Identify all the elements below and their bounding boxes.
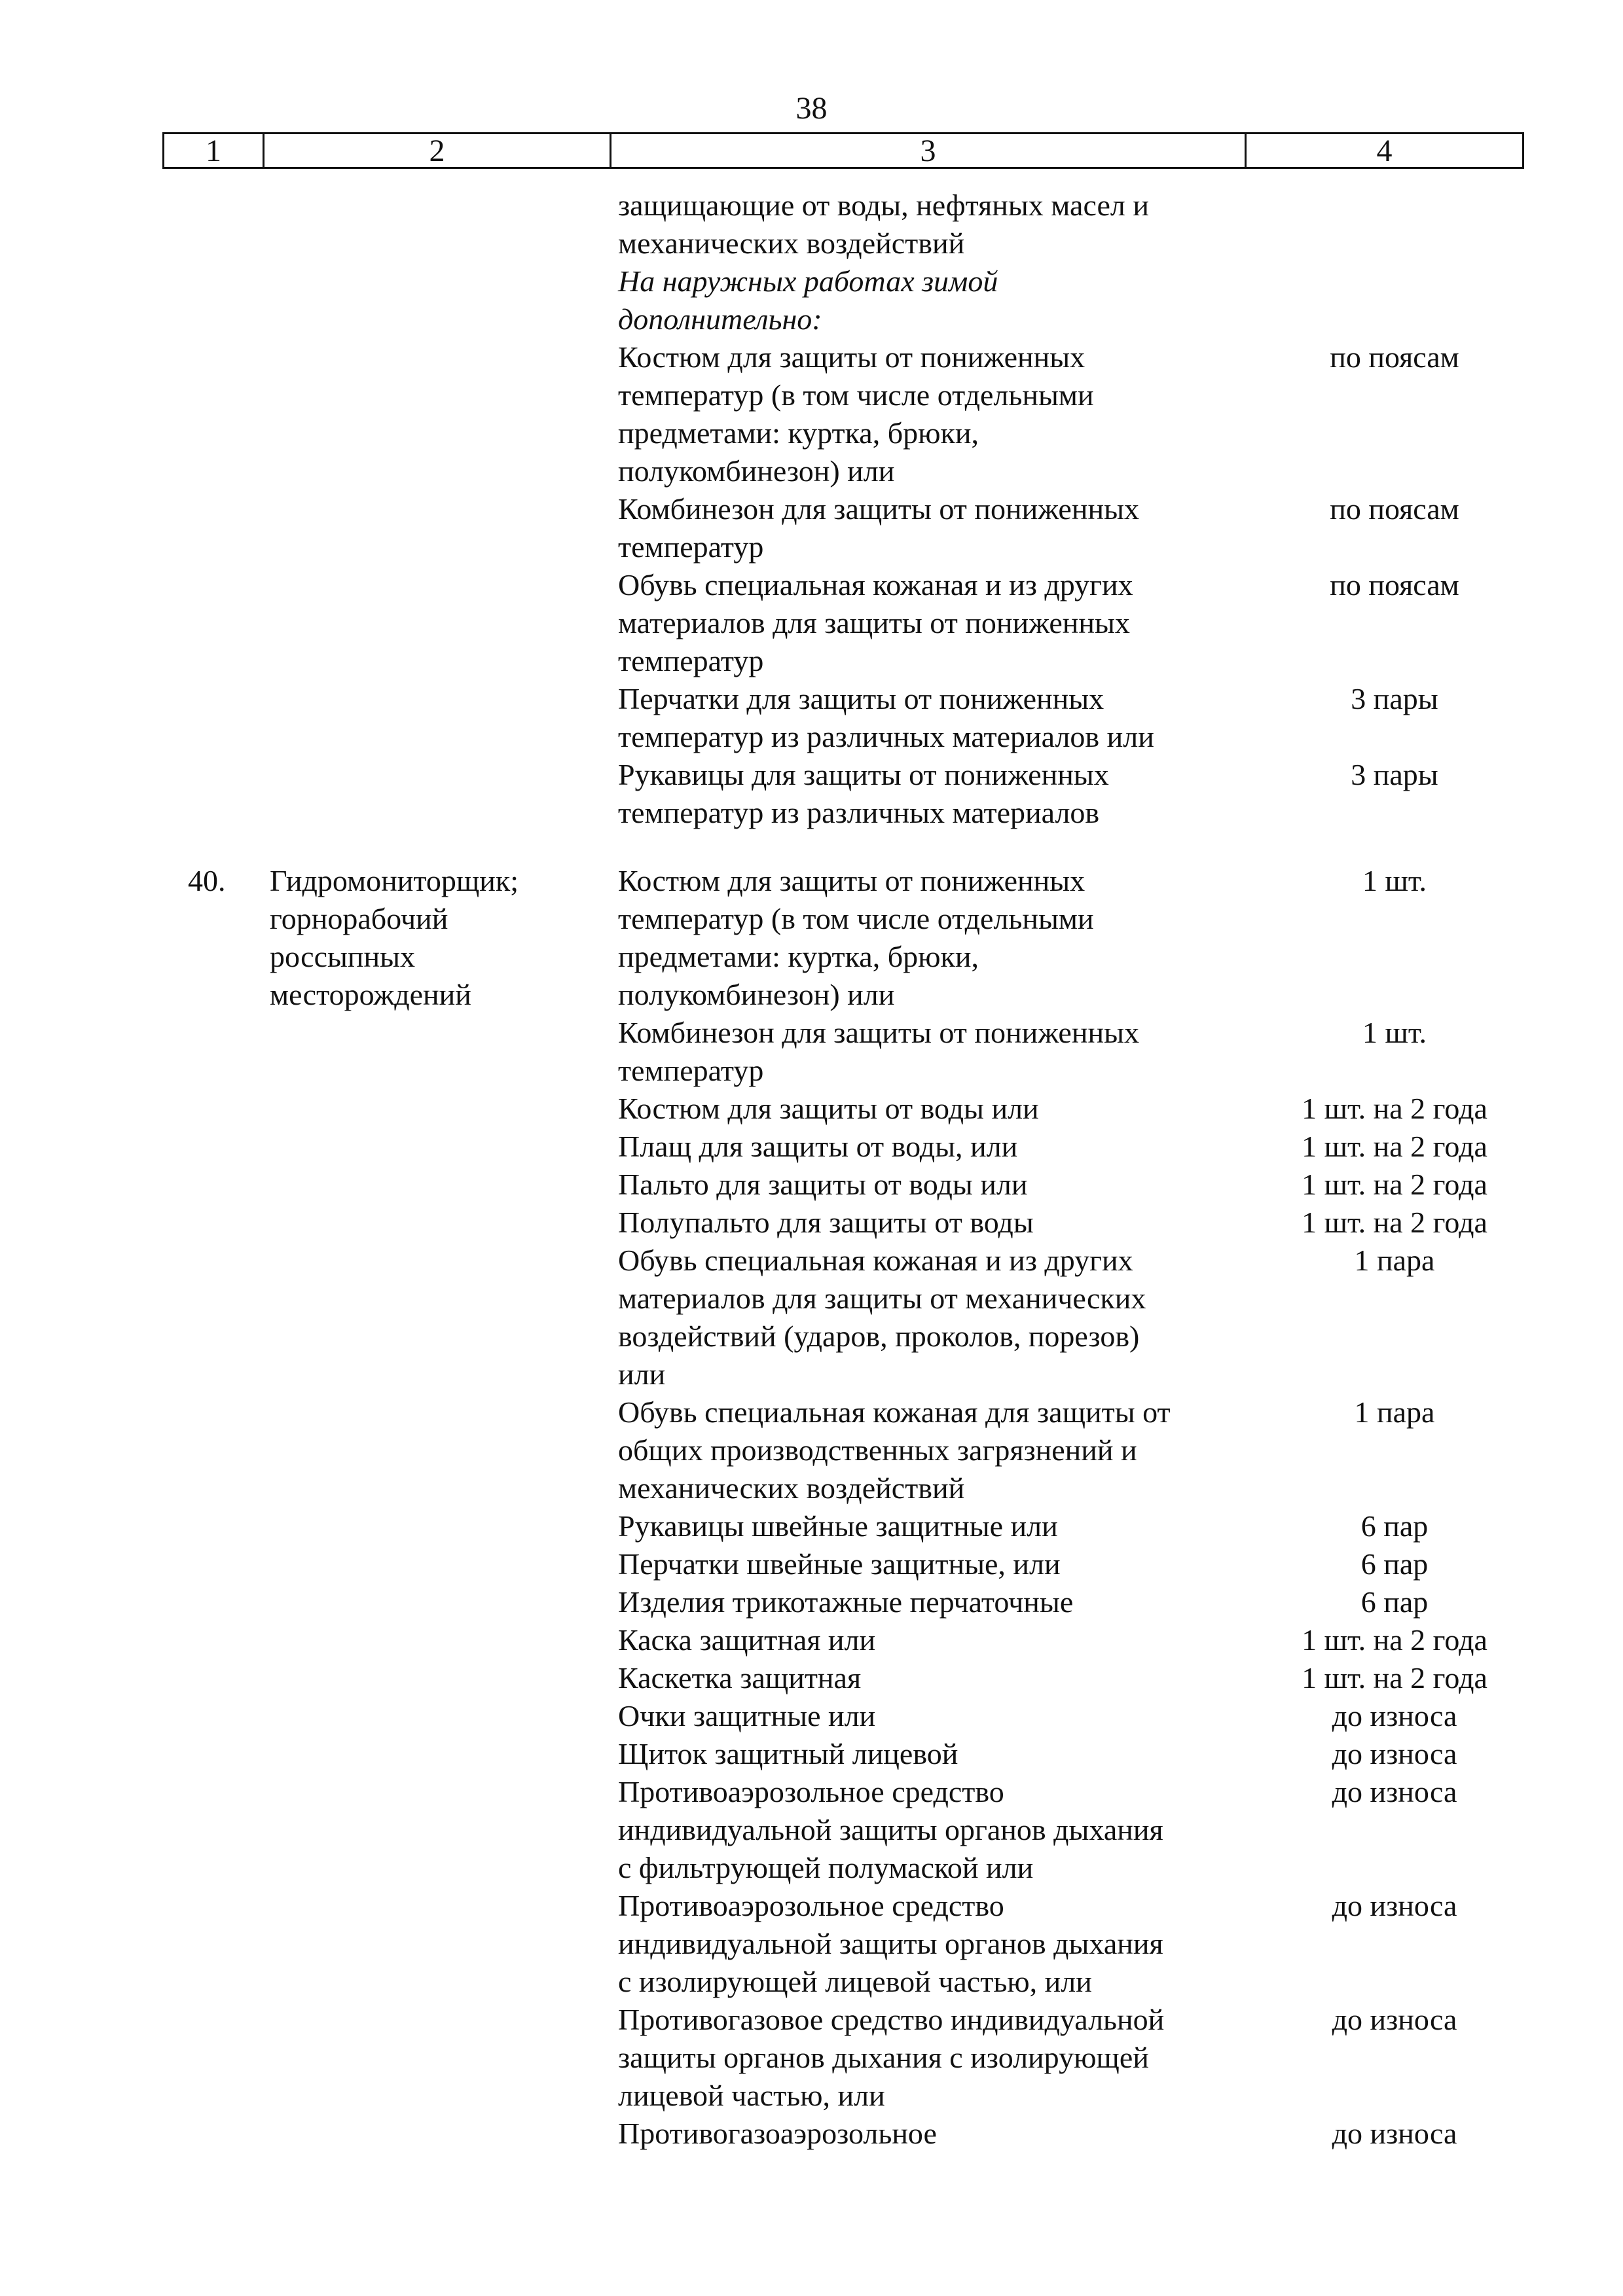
- table-line: [0, 1052, 1623, 1090]
- table-line: [0, 1735, 1623, 1773]
- item-norm: 1 шт. на 2 года: [1302, 1092, 1487, 1125]
- row-number: 40.: [188, 864, 226, 897]
- item-name-line: материалов для защиты от механических: [618, 1282, 1146, 1315]
- table-line: [0, 1128, 1623, 1166]
- table-line: [0, 1431, 1623, 1469]
- column-header-4: 4: [1245, 134, 1522, 167]
- item-norm: 1 шт. на 2 года: [1302, 1130, 1487, 1163]
- table-line: [0, 1773, 1623, 1811]
- item-name-line: Обувь специальная кожаная и из других: [618, 568, 1133, 601]
- item-name-line: с изолирующей лицевой частью, или: [618, 1965, 1092, 1998]
- item-norm: 3 пары: [1351, 682, 1438, 715]
- item-name-line: с фильтрующей полумаской или: [618, 1851, 1034, 1884]
- item-norm: до износа: [1332, 1775, 1457, 1808]
- item-name-line: Каскетка защитная: [618, 1661, 862, 1695]
- item-name-line: Комбинезон для защиты от пониженных: [618, 492, 1139, 526]
- item-norm: 6 пар: [1360, 1547, 1429, 1581]
- item-norm: 3 пары: [1351, 758, 1438, 791]
- table-line: [0, 794, 1623, 832]
- table-line: [0, 1659, 1623, 1697]
- item-name-line: Пальто для защиты от воды или: [618, 1168, 1028, 1201]
- item-norm: 1 шт. на 2 года: [1302, 1661, 1487, 1695]
- item-name-line: Противогазовое средство индивидуальной: [618, 2003, 1165, 2036]
- item-name-line: Обувь специальная кожаная и из других: [618, 1244, 1133, 1277]
- item-name-line: Рукавицы для защиты от пониженных: [618, 758, 1109, 791]
- item-name-line: защищающие от воды, нефтяных масел и: [618, 188, 1149, 222]
- table-line: [0, 1469, 1623, 1507]
- table-line: [0, 338, 1623, 376]
- item-name-line: материалов для защиты от пониженных: [618, 606, 1130, 639]
- table-line: [0, 642, 1623, 680]
- item-name-line: температур из различных материалов: [618, 796, 1100, 829]
- profession-line: Гидромониторщик;: [270, 864, 519, 897]
- item-name-line: или: [618, 1357, 666, 1391]
- table-line: [0, 680, 1623, 718]
- table-line: [0, 1014, 1623, 1052]
- table-line: [0, 2039, 1623, 2077]
- profession-line: месторождений: [270, 978, 471, 1011]
- item-name-line: температур (в том числе отдельными: [618, 902, 1094, 935]
- table-line: [0, 1204, 1623, 1242]
- table-line: [0, 2115, 1623, 2153]
- item-norm: 1 шт. на 2 года: [1302, 1168, 1487, 1201]
- table-line: [0, 1849, 1623, 1887]
- table-line: [0, 187, 1623, 224]
- profession-line: горнорабочий: [270, 902, 448, 935]
- table-line: [0, 862, 1623, 900]
- item-norm: 1 шт.: [1362, 1016, 1427, 1049]
- item-norm: по поясам: [1330, 340, 1459, 374]
- item-name-line: температур (в том числе отдельными: [618, 378, 1094, 412]
- table-line: [0, 1583, 1623, 1621]
- table-line: [0, 1280, 1623, 1318]
- item-name-line: Обувь специальная кожаная для защиты от: [618, 1395, 1171, 1429]
- item-name-line: общих производственных загрязнений и: [618, 1433, 1137, 1467]
- table-line: [0, 1621, 1623, 1659]
- table-line: [0, 2077, 1623, 2115]
- table-line: [0, 1393, 1623, 1431]
- table-body: [0, 187, 1623, 2153]
- table-line: [0, 1507, 1623, 1545]
- item-name-line: температур: [618, 1054, 764, 1087]
- table-line: [0, 528, 1623, 566]
- table-line: [0, 1887, 1623, 1925]
- item-norm: 1 шт.: [1362, 864, 1427, 897]
- item-norm: до износа: [1332, 2003, 1457, 2036]
- table-line: [0, 414, 1623, 452]
- item-name-line: Щиток защитный лицевой: [618, 1737, 958, 1770]
- table-line: [0, 1355, 1623, 1393]
- row-separator: [0, 832, 1623, 862]
- item-norm: до износа: [1332, 2117, 1457, 2150]
- column-header-2: 2: [263, 134, 610, 167]
- item-norm: 6 пар: [1360, 1509, 1429, 1543]
- item-name-line: Противоаэрозольное средство: [618, 1775, 1004, 1808]
- item-name-line: Полупальто для защиты от воды: [618, 1206, 1034, 1239]
- item-name-line: индивидуальной защиты органов дыхания: [618, 1927, 1163, 1960]
- table-line: [0, 976, 1623, 1014]
- item-norm: 6 пар: [1360, 1585, 1429, 1619]
- item-name-line: Костюм для защиты от пониженных: [618, 340, 1085, 374]
- item-norm: 1 шт. на 2 года: [1302, 1623, 1487, 1657]
- item-name-line: Очки защитные или: [618, 1699, 876, 1732]
- item-name-line: механических воздействий: [618, 226, 965, 260]
- table-line: [0, 1697, 1623, 1735]
- table-line: [0, 490, 1623, 528]
- table-line: [0, 262, 1623, 300]
- item-norm: 1 пара: [1354, 1244, 1435, 1277]
- table-line: [0, 224, 1623, 262]
- table-line: [0, 2001, 1623, 2039]
- profession-line: россыпных: [270, 940, 416, 973]
- table-line: [0, 1090, 1623, 1128]
- page-number: 38: [795, 91, 828, 126]
- item-name-line: Костюм для защиты от пониженных: [618, 864, 1085, 897]
- item-name-line: Рукавицы швейные защитные или: [618, 1509, 1058, 1543]
- item-name-line: Перчатки швейные защитные, или: [618, 1547, 1061, 1581]
- item-name-line: Костюм для защиты от воды или: [618, 1092, 1039, 1125]
- item-name-line: полукомбинезон) или: [618, 454, 895, 488]
- item-name-line: механических воздействий: [618, 1471, 965, 1505]
- item-name-line: Противогазоаэрозольное: [618, 2117, 937, 2150]
- item-norm: по поясам: [1330, 568, 1459, 601]
- item-name-line: лицевой частью, или: [618, 2079, 885, 2112]
- item-norm: по поясам: [1330, 492, 1459, 526]
- item-norm: до износа: [1332, 1889, 1457, 1922]
- item-norm: 1 пара: [1354, 1395, 1435, 1429]
- item-name-line: Комбинезон для защиты от пониженных: [618, 1016, 1139, 1049]
- item-name-line: температур из различных материалов или: [618, 720, 1154, 753]
- item-name-line: температур: [618, 644, 764, 677]
- item-name-line: Плащ для защиты от воды, или: [618, 1130, 1018, 1163]
- table-line: [0, 900, 1623, 938]
- table-line: [0, 938, 1623, 976]
- table-line: [0, 756, 1623, 794]
- item-norm: до износа: [1332, 1699, 1457, 1732]
- table-line: [0, 718, 1623, 756]
- column-header-3: 3: [610, 134, 1245, 167]
- item-name-line: полукомбинезон) или: [618, 978, 895, 1011]
- item-norm: 1 шт. на 2 года: [1302, 1206, 1487, 1239]
- item-name-line: Противоаэрозольное средство: [618, 1889, 1004, 1922]
- table-line: [0, 1811, 1623, 1849]
- table-line: [0, 1545, 1623, 1583]
- item-name-line: защиты органов дыхания с изолирующей: [618, 2041, 1149, 2074]
- table-line: [0, 1166, 1623, 1204]
- item-name-line: Изделия трикотажные перчаточные: [618, 1585, 1074, 1619]
- item-name-line: Перчатки для защиты от пониженных: [618, 682, 1104, 715]
- column-header-row: [162, 132, 1524, 169]
- table-line: [0, 300, 1623, 338]
- column-header-1: 1: [206, 133, 221, 168]
- table-line: [0, 452, 1623, 490]
- item-name-line: предметами: куртка, брюки,: [618, 940, 979, 973]
- item-name-line: дополнительно:: [618, 302, 822, 336]
- table-line: [0, 1318, 1623, 1355]
- item-name-line: предметами: куртка, брюки,: [618, 416, 979, 450]
- table-line: [0, 1963, 1623, 2001]
- table-line: [0, 1925, 1623, 1963]
- item-norm: до износа: [1332, 1737, 1457, 1770]
- item-name-line: Каска защитная или: [618, 1623, 876, 1657]
- table-line: [0, 376, 1623, 414]
- item-name-line: температур: [618, 530, 764, 564]
- item-name-line: индивидуальной защиты органов дыхания: [618, 1813, 1163, 1846]
- item-name-line: воздействий (ударов, проколов, порезов): [618, 1319, 1140, 1353]
- table-line: [0, 1242, 1623, 1280]
- table-line: [0, 604, 1623, 642]
- item-name-line: На наружных работах зимой: [618, 264, 998, 298]
- table-line: [0, 566, 1623, 604]
